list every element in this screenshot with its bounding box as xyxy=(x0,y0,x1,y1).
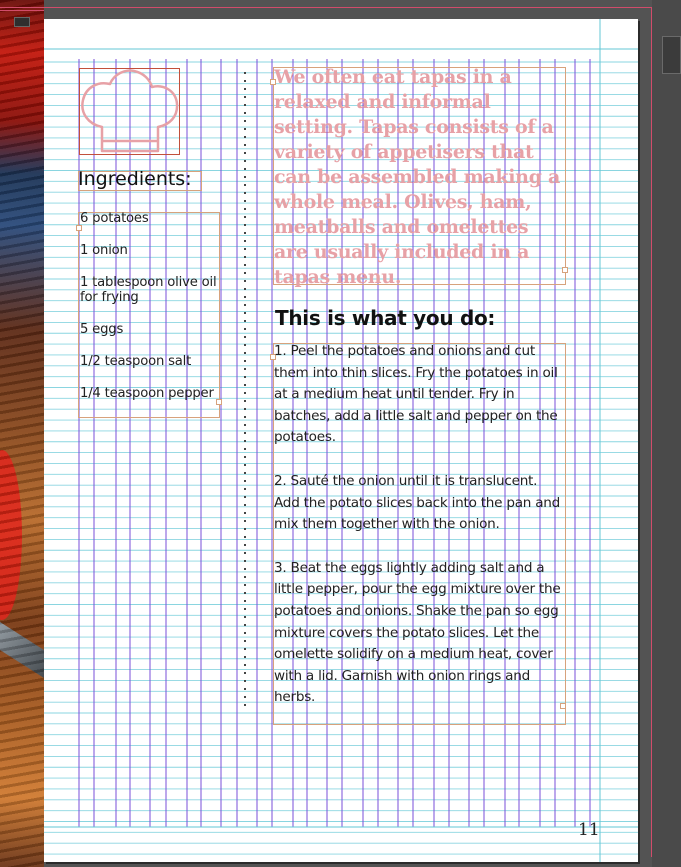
previous-page-image xyxy=(0,0,44,867)
ingredient-item: 1 tablespoon olive oil for frying xyxy=(80,275,217,305)
ingredients-title: Ingredients: xyxy=(78,168,192,190)
steps-text xyxy=(274,341,566,731)
bleed-guide-top xyxy=(0,7,651,8)
panel-collapse-icon[interactable] xyxy=(14,17,30,27)
tomato-shape xyxy=(0,450,22,620)
text-thread-line xyxy=(244,72,246,706)
page-number: 11 xyxy=(578,820,600,840)
step-paragraph: 2. Sauté the onion until it is translucent. Add the potato slices back into the pan and mix them together with the onion. xyxy=(274,472,561,533)
pasteboard-right xyxy=(652,0,681,867)
ingredient-item: 1 onion xyxy=(80,243,128,258)
knife-shape xyxy=(0,608,44,678)
ingredient-item: 1/2 teaspoon salt xyxy=(80,354,192,369)
ingredient-item: 1/4 teaspoon pepper xyxy=(80,386,214,401)
chef-hat-icon[interactable] xyxy=(80,69,180,155)
bleed-guide-left xyxy=(0,10,44,11)
intro-paragraph: We often eat tapas in a relaxed and informal setting. Tapas consists of a variety of appetisers that can be assembled making a whole meal. Olives, ham, meatballs and omelettes are usually included in a tapas menu. xyxy=(274,66,561,288)
ingredients-list xyxy=(80,211,220,418)
ingredient-item: 5 eggs xyxy=(80,322,124,337)
ingredient-item: 6 potatoes xyxy=(80,211,149,226)
step-paragraph: 1. Peel the potatoes and onions and cut them into thin slices. Fry the potatoes in oil at a medium heat until tender. Fry in batches, add a little salt and pepper on the potatoes. xyxy=(274,343,558,446)
step-paragraph: 3. Beat the eggs lightly adding salt and a little pepper, pour the egg mixture over the potatoes and onions. Shake the pan so egg mixture covers the potato slices. Let the omelette solidify on a medium heat, cover with a lid. Garnish with onion rings and herbs. xyxy=(274,559,561,706)
steps-title: This is what you do: xyxy=(275,306,496,330)
panel-grip-icon[interactable] xyxy=(662,36,681,74)
